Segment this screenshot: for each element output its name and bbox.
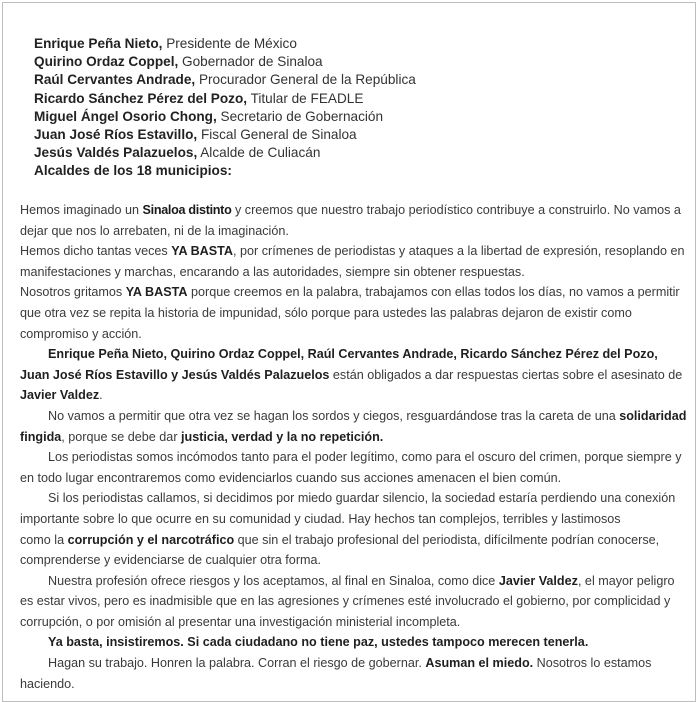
officials-names: Enrique Peña Nieto, Quirino Ordaz Coppel, Raúl Cervantes Andrade, Ricardo Sánchez Pérez del Pozo, Juan José Ríos Estavillo y Jesús Valdés Palazuelos — [20, 347, 658, 382]
ya-basta: YA BASTA — [171, 244, 234, 259]
solidaridad-fingida: solidaridad fingida — [20, 408, 687, 444]
addressee-line — [34, 35, 416, 53]
javier-valdez: Javier Valdez — [20, 388, 100, 403]
addressee-name: Ricardo Sánchez Pérez del Pozo, — [34, 90, 248, 106]
addressee-name: Enrique Peña Nieto, — [34, 36, 163, 51]
paragraph: No vamos a permitir que otra vez se hagan los sordos y ciegos, resguardándose tras la careta de una solidaridad fingida, porque se debe dar justicia, verdad y la no repetición. — [20, 408, 687, 444]
ya-basta: YA BASTA — [125, 285, 188, 300]
paragraph — [20, 632, 688, 653]
paragraph: Hagan su trabajo. Honren la palabra. Corran el riesgo de gobernar. Asuman el miedo. Nosotros lo estamos haciendo. — [20, 656, 652, 691]
addressee-name: Alcaldes de los 18 municipios: — [34, 163, 232, 179]
corrupcion-narcotrafico: corrupción y el narcotráfico — [67, 532, 235, 547]
paragraph: Si los periodistas callamos, si decidimos por miedo guardar silencio, la sociedad estaría perdiendo una conexión importante sobre lo que ocurre en su comunidad y ciudad. Hay hechos tan complejos, terribles y lastimosos como la corrupción y el narcotráfico que sin el trabajo profesional del periodista, difícilmente podrían conocerse, comprenderse y evidenciarse de cualquier otra forma. — [20, 491, 676, 568]
addressee-name: Juan José Ríos Estavillo, — [34, 127, 198, 143]
ya-basta-insistiremos: Ya basta, insistiremos. Si cada ciudadano no tiene paz, ustedes tampoco merecen tenerla. — [48, 635, 589, 650]
addressee-title: Gobernador de Sinaloa — [178, 54, 323, 70]
addressee-line — [34, 144, 416, 162]
paragraph: Hemos imaginado un Sinaloa distinto y creemos que nuestro trabajo periodístico contribuye a construirlo. No vamos a dejar que nos lo arrebaten, ni de la imaginación. — [20, 203, 681, 238]
addressee-title: Titular de FEADLE — [247, 90, 364, 106]
addressee-name: Quirino Ordaz Coppel, — [34, 54, 179, 70]
javier-valdez: Javier Valdez — [498, 573, 578, 588]
paragraph: Hemos dicho tantas veces YA BASTA, por crímenes de periodistas y ataques a la libertad de expresión, resoplando en manifestaciones y marchas, encarando a las autoridades, siempre sin obtener respuestas. — [20, 244, 685, 279]
addressee-line — [34, 108, 416, 126]
letter-body — [20, 200, 688, 694]
asuman-el-miedo: Asuman el miedo. — [425, 656, 534, 671]
addressee-name: Raúl Cervantes Andrade, — [34, 72, 196, 88]
paragraph: Nuestra profesión ofrece riesgos y los aceptamos, al final en Sinaloa, como dice Javier Valdez, el mayor peligro es estar vivos, pero es inadmisible que en las agresiones y crímenes esté involucrado el gobierno, por complicidad y corrupción, o por omisión al presentar una investigación ministerial incompleta. — [20, 573, 675, 629]
addressee-title: Procurador General de la República — [195, 72, 416, 88]
addressee-title: Secretario de Gobernación — [216, 108, 384, 124]
paragraph: Enrique Peña Nieto, Quirino Ordaz Coppel, Raúl Cervantes Andrade, Ricardo Sánchez Pérez del Pozo, Juan José Ríos Estavillo y Jesús Valdés Palazuelos están obligados a dar respuestas ciertas sobre el asesinato de Javier Valdez. — [20, 347, 683, 403]
paragraph: Los periodistas somos incómodos tanto para el poder legítimo, como para el oscuro del crimen, porque siempre y en todo lugar encontraremos como evidenciarlos cuando sus acciones amenacen el bien común. — [20, 450, 682, 485]
addressee-name: Jesús Valdés Palazuelos, — [34, 145, 198, 161]
addressee-line — [34, 90, 416, 108]
addressee-list — [34, 35, 416, 181]
addressee-title: Alcalde de Culiacán — [197, 145, 321, 161]
addressee-name: Miguel Ángel Osorio Chong, — [34, 108, 217, 124]
addressee-line — [34, 162, 416, 180]
addressee-line — [34, 53, 416, 71]
addressee-title: Presidente de México — [162, 36, 297, 51]
addressee-line — [34, 126, 416, 144]
sinaloa-distinto: Sinaloa distinto — [142, 203, 232, 217]
justicia-verdad: justicia, verdad y la no repetición. — [181, 429, 384, 444]
paragraph: Nosotros gritamos YA BASTA porque creemos en la palabra, trabajamos con ellas todos los días, no vamos a permitir que otra vez se repita la historia de impunidad, sólo porque para ustedes las palabras dejaron de existir como compromiso y acción. — [20, 285, 680, 341]
addressee-line — [34, 71, 416, 89]
addressee-title: Fiscal General de Sinaloa — [197, 127, 357, 143]
